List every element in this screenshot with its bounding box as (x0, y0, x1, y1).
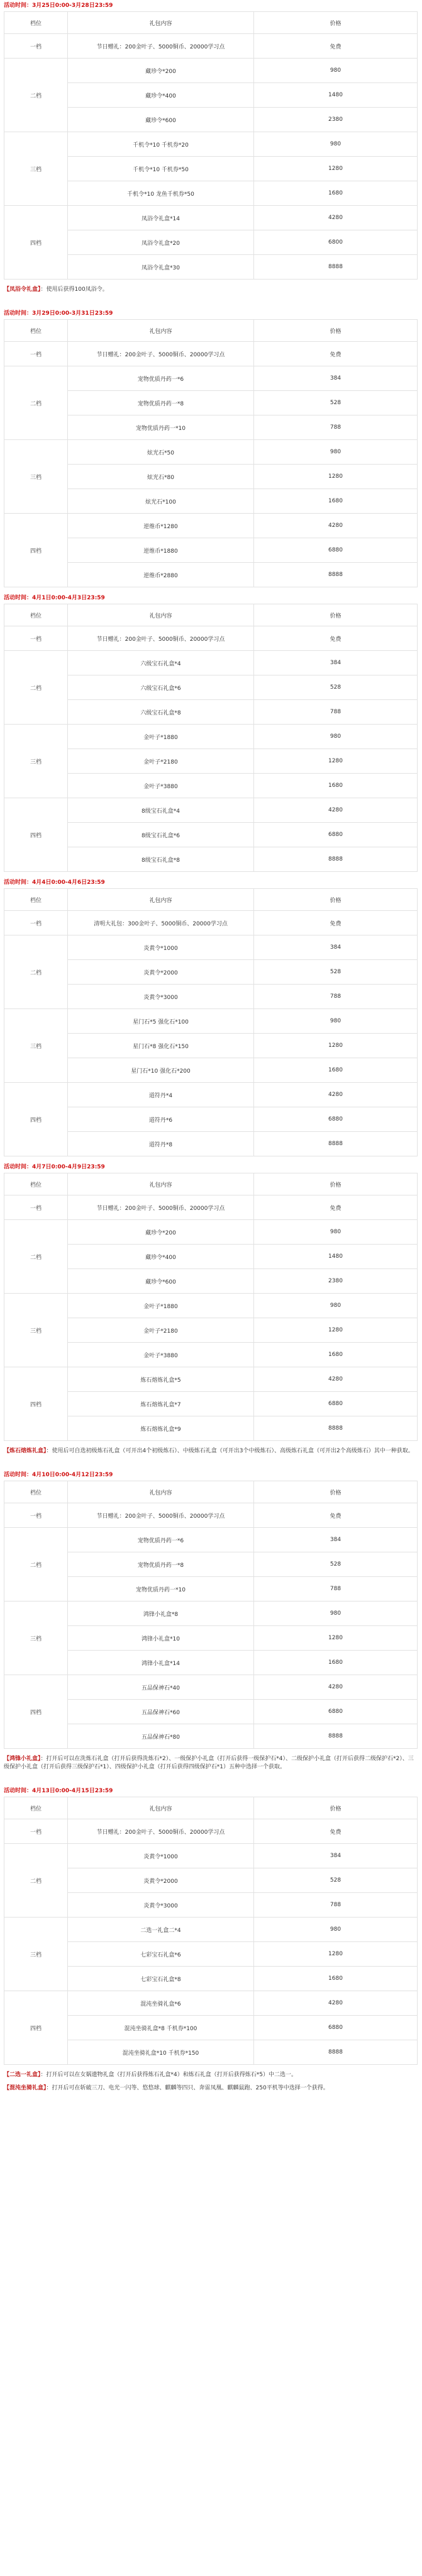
tier-header: 档位 (4, 604, 68, 626)
gift-content-cell: 星门石*5 强化石*100 (68, 1009, 254, 1034)
price-cell: 528 (254, 1868, 418, 1893)
gift-content-cell: 炼石熔炼礼盒*7 (68, 1392, 254, 1416)
price-cell: 1680 (254, 1651, 418, 1675)
header-row (4, 1797, 418, 1819)
event-time-title: 活动时间：4月7日0:00-4月9日23:59 (4, 1164, 105, 1170)
gift-content-cell: 节日赠礼：200金叶子、5000铜币、20000学习点 (68, 626, 254, 651)
gift-content-cell: 宠物优质丹药一*8 (68, 1552, 254, 1577)
tier-cell: 四档 (4, 1991, 68, 2065)
price-cell: 免费 (254, 911, 418, 935)
header-row (4, 604, 418, 626)
price-cell: 6880 (254, 1392, 418, 1416)
table-row (4, 342, 418, 366)
gift-content-cell: 七彩宝石礼盒*6 (68, 1942, 254, 1967)
event-section (3, 1469, 419, 1780)
tier-cell: 一档 (4, 342, 68, 366)
price-cell: 免费 (254, 34, 418, 59)
price-cell: 1680 (254, 181, 418, 206)
tier-cell: 四档 (4, 1675, 68, 1749)
price-cell: 1280 (254, 749, 418, 774)
table-head (4, 1481, 418, 1503)
gift-content-cell: 8级宝石礼盒*6 (68, 823, 254, 847)
price-cell: 1280 (254, 1942, 418, 1967)
note-paragraph (4, 1447, 418, 1455)
gift-content-cell: 金叶子*2180 (68, 749, 254, 774)
tier-header: 档位 (4, 12, 68, 34)
price-cell: 788 (254, 1577, 418, 1602)
table-row (4, 1675, 418, 1700)
price-cell: 4280 (254, 514, 418, 538)
table-row (4, 1503, 418, 1528)
gift-content-cell: 炫光石*100 (68, 489, 254, 514)
note-text: ：打开后可以在洗炼石礼盒（打开后获得洗炼石*2）、一级保护小礼盒（打开后获得一级保护石*4）、二级保护小礼盒（打开后获得二级保护石*2）、三级保护小礼盒（打开后获得三级保护石*1）、四级保护小礼盒（打开后获得四级保护石*1）五种中选择一个获取。 (4, 1756, 414, 1770)
gift-content-cell: 六级宝石礼盒*6 (68, 675, 254, 700)
price-cell: 4280 (254, 206, 418, 230)
gift-content-cell: 二选一礼盒二*4 (68, 1918, 254, 1942)
table-head (4, 320, 418, 342)
price-cell: 980 (254, 59, 418, 83)
gift-content-cell: 藏珍令*400 (68, 1245, 254, 1269)
header-row (4, 12, 418, 34)
gift-content-cell: 宠物优质丹药一*8 (68, 391, 254, 415)
price-header: 价格 (254, 1481, 418, 1503)
price-cell: 528 (254, 391, 418, 415)
table-body (4, 1195, 418, 1441)
price-cell: 8888 (254, 255, 418, 280)
gift-table (4, 888, 418, 1156)
price-cell: 8888 (254, 1724, 418, 1749)
gift-content-cell: 宠物优质丹药一*10 (68, 415, 254, 440)
table-head (4, 1797, 418, 1819)
tier-cell: 一档 (4, 626, 68, 651)
gift-content-cell: 节日赠礼：200金叶子、5000铜币、20000学习点 (68, 1503, 254, 1528)
gift-content-cell: 凤浴令礼盒*14 (68, 206, 254, 230)
gift-content-cell: 六级宝石礼盒*4 (68, 651, 254, 675)
price-cell: 980 (254, 1294, 418, 1318)
price-header: 价格 (254, 889, 418, 911)
gift-content-cell: 凤浴令礼盒*20 (68, 230, 254, 255)
table-row (4, 59, 418, 83)
table-head (4, 889, 418, 911)
tier-header: 档位 (4, 1173, 68, 1195)
content-header: 礼包内容 (68, 320, 254, 342)
gift-content-cell: 藏珍令*600 (68, 1269, 254, 1294)
gift-content-cell: 鸿锋小礼盒*14 (68, 1651, 254, 1675)
event-time-title: 活动时间：4月4日0:00-4月6日23:59 (4, 879, 105, 886)
tier-cell: 一档 (4, 1195, 68, 1220)
price-cell: 980 (254, 132, 418, 157)
gift-table (4, 604, 418, 872)
header-row (4, 889, 418, 911)
event-section (3, 0, 419, 303)
price-cell: 免费 (254, 626, 418, 651)
price-cell: 1280 (254, 1626, 418, 1651)
gift-content-cell: 星门石*8 强化石*150 (68, 1034, 254, 1058)
gift-content-cell: 炼石熔炼礼盒*9 (68, 1416, 254, 1441)
note-label: 【鸿锋小礼盒】 (4, 1756, 41, 1762)
tier-cell: 三档 (4, 725, 68, 798)
table-row (4, 1528, 418, 1552)
price-cell: 8888 (254, 847, 418, 872)
table-row (4, 1195, 418, 1220)
price-cell: 6800 (254, 230, 418, 255)
table-row (4, 1602, 418, 1626)
price-cell: 528 (254, 675, 418, 700)
tier-cell: 四档 (4, 514, 68, 587)
gift-content-cell: 逆维币*2880 (68, 563, 254, 587)
gift-content-cell: 藏珍令*600 (68, 108, 254, 132)
price-cell: 980 (254, 1918, 418, 1942)
content-header: 礼包内容 (68, 1797, 254, 1819)
price-cell: 8888 (254, 1416, 418, 1441)
table-row (4, 626, 418, 651)
event-section (3, 877, 419, 1156)
note-text: ：使用后获得100凤浴令。 (40, 286, 108, 293)
tier-cell: 三档 (4, 1009, 68, 1083)
table-row (4, 1819, 418, 1844)
price-header: 价格 (254, 1173, 418, 1195)
gift-content-cell: 节日赠礼：200金叶子、5000铜币、20000学习点 (68, 1195, 254, 1220)
price-cell: 6880 (254, 538, 418, 563)
tier-cell: 一档 (4, 1503, 68, 1528)
price-cell: 980 (254, 1602, 418, 1626)
gift-content-cell: 道符丹*6 (68, 1107, 254, 1132)
tier-header: 档位 (4, 1481, 68, 1503)
table-row (4, 1009, 418, 1034)
event-section (3, 592, 419, 872)
table-row (4, 206, 418, 230)
gift-content-cell: 节日赠礼：200金叶子、5000铜币、20000学习点 (68, 342, 254, 366)
price-cell: 1680 (254, 1343, 418, 1367)
content-header: 礼包内容 (68, 1481, 254, 1503)
price-cell: 6880 (254, 823, 418, 847)
price-cell: 1280 (254, 465, 418, 489)
price-cell: 788 (254, 415, 418, 440)
note-label: 【二选一礼盒】 (4, 2072, 41, 2078)
price-cell: 980 (254, 440, 418, 465)
gift-table (4, 11, 418, 280)
price-cell: 8888 (254, 2040, 418, 2065)
gift-content-cell: 金叶子*2180 (68, 1318, 254, 1343)
tier-header: 档位 (4, 889, 68, 911)
tier-header: 档位 (4, 320, 68, 342)
table-row (4, 1220, 418, 1245)
price-cell: 1480 (254, 83, 418, 108)
gift-content-cell: 七彩宝石礼盒*8 (68, 1967, 254, 1991)
tier-cell: 四档 (4, 1367, 68, 1441)
price-cell: 6880 (254, 1700, 418, 1724)
note-paragraph (4, 2071, 418, 2079)
price-cell: 4280 (254, 1367, 418, 1392)
gift-content-cell: 鸿锋小礼盒*8 (68, 1602, 254, 1626)
tier-cell: 二档 (4, 651, 68, 725)
gift-content-cell: 炫光石*80 (68, 465, 254, 489)
content-header: 礼包内容 (68, 889, 254, 911)
price-cell: 788 (254, 700, 418, 725)
note-text: ：打开后可在斩破三刀、电光一闪等、悠悠球、麒麟等四只、奔雷凤凰、麒麟鼠跑、250平机等中选择一个获得。 (46, 2085, 329, 2091)
note-paragraph (4, 286, 418, 294)
tier-cell: 二档 (4, 59, 68, 132)
event-time-title: 活动时间：4月1日0:00-4月3日23:59 (4, 595, 105, 601)
price-cell: 1480 (254, 1245, 418, 1269)
table-row (4, 1918, 418, 1942)
price-cell: 2380 (254, 1269, 418, 1294)
tier-cell: 一档 (4, 911, 68, 935)
header-row (4, 1173, 418, 1195)
notes-block (3, 1441, 419, 1464)
gift-content-cell: 千机令*10 龙鱼千机券*50 (68, 181, 254, 206)
gift-content-cell: 五品保神石*60 (68, 1700, 254, 1724)
table-row (4, 514, 418, 538)
note-text: ：打开后可以在女娲遗物礼盒（打开后获得炼石礼盒*4）和炼石礼盒（打开后获得炼石*5）中二选一。 (40, 2072, 297, 2078)
table-body (4, 1819, 418, 2065)
price-cell: 1280 (254, 157, 418, 181)
price-cell: 980 (254, 725, 418, 749)
price-cell: 384 (254, 651, 418, 675)
tier-cell: 三档 (4, 1294, 68, 1367)
table-row (4, 1083, 418, 1107)
gift-table (4, 1481, 418, 1749)
gift-content-cell: 千机令*10 千机券*20 (68, 132, 254, 157)
table-row (4, 1844, 418, 1868)
table-body (4, 34, 418, 280)
price-cell: 2380 (254, 108, 418, 132)
gift-content-cell: 混沌坐骑礼盒*6 (68, 1991, 254, 2016)
table-body (4, 342, 418, 587)
gift-content-cell: 金叶子*3880 (68, 774, 254, 798)
gift-content-cell: 炼石熔炼礼盒*5 (68, 1367, 254, 1392)
table-row (4, 911, 418, 935)
table-head (4, 12, 418, 34)
event-time-title: 活动时间：3月29日0:00-3月31日23:59 (4, 310, 113, 317)
price-header: 价格 (254, 604, 418, 626)
tier-cell: 二档 (4, 1528, 68, 1602)
gift-content-cell: 藏珍令*200 (68, 1220, 254, 1245)
gift-content-cell: 藏珍令*200 (68, 59, 254, 83)
price-cell: 免费 (254, 342, 418, 366)
tier-cell: 一档 (4, 34, 68, 59)
note-paragraph (4, 2084, 418, 2093)
table-body (4, 911, 418, 1156)
tier-cell: 三档 (4, 1918, 68, 1991)
gift-content-cell: 炎黄令*2000 (68, 1868, 254, 1893)
note-label: 【混沌坐骑礼盒】 (4, 2085, 47, 2091)
note-label: 【凤浴令礼盒】 (4, 286, 41, 293)
tier-header: 档位 (4, 1797, 68, 1819)
gift-content-cell: 金叶子*3880 (68, 1343, 254, 1367)
event-section (3, 1785, 419, 2101)
note-text: ：使用后可自选初级炼石礼盒（可开出4个初级炼石）、中级炼石礼盒（可开出3个中级炼石）、高级炼石礼盒（可开出2个高级炼石）其中一种获取。 (46, 1448, 414, 1454)
gift-content-cell: 金叶子*1880 (68, 1294, 254, 1318)
gift-content-cell: 逆维币*1280 (68, 514, 254, 538)
table-row (4, 1367, 418, 1392)
price-cell: 1680 (254, 774, 418, 798)
price-cell: 980 (254, 1009, 418, 1034)
price-cell: 免费 (254, 1819, 418, 1844)
table-head (4, 604, 418, 626)
gift-content-cell: 混沌坐骑礼盒*10 千机券*150 (68, 2040, 254, 2065)
gift-table (4, 319, 418, 587)
price-cell: 4280 (254, 1991, 418, 2016)
table-row (4, 132, 418, 157)
gift-content-cell: 宠物优质丹药一*10 (68, 1577, 254, 1602)
tier-cell: 四档 (4, 1083, 68, 1156)
gift-content-cell: 道符丹*8 (68, 1132, 254, 1156)
price-cell: 8888 (254, 563, 418, 587)
tier-cell: 四档 (4, 206, 68, 280)
gift-table (4, 1173, 418, 1441)
gift-content-cell: 炎黄令*1000 (68, 935, 254, 960)
tier-cell: 三档 (4, 1602, 68, 1675)
note-paragraph (4, 1755, 418, 1771)
tier-cell: 二档 (4, 935, 68, 1009)
notes-block (3, 280, 419, 303)
gift-content-cell: 8级宝石礼盒*8 (68, 847, 254, 872)
gift-content-cell: 道符丹*4 (68, 1083, 254, 1107)
event-time-title: 活动时间：4月10日0:00-4月12日23:59 (4, 1472, 113, 1478)
price-header: 价格 (254, 320, 418, 342)
tier-cell: 一档 (4, 1819, 68, 1844)
gift-content-cell: 炎黄令*1000 (68, 1844, 254, 1868)
gift-content-cell: 藏珍令*400 (68, 83, 254, 108)
price-cell: 1680 (254, 1967, 418, 1991)
price-cell: 528 (254, 1552, 418, 1577)
price-cell: 788 (254, 985, 418, 1009)
price-cell: 384 (254, 1528, 418, 1552)
gift-content-cell: 炎黄令*3000 (68, 1893, 254, 1918)
gift-table (4, 1797, 418, 2065)
tier-cell: 二档 (4, 1844, 68, 1918)
price-cell: 4280 (254, 798, 418, 823)
price-header: 价格 (254, 12, 418, 34)
gift-content-cell: 逆维币*1880 (68, 538, 254, 563)
price-cell: 384 (254, 1844, 418, 1868)
gift-content-cell: 五品保神石*80 (68, 1724, 254, 1749)
price-cell: 980 (254, 1220, 418, 1245)
table-row (4, 366, 418, 391)
gift-content-cell: 宠物优质丹药一*6 (68, 1528, 254, 1552)
gift-content-cell: 炎黄令*2000 (68, 960, 254, 985)
price-cell: 6880 (254, 2016, 418, 2040)
price-cell: 4280 (254, 1675, 418, 1700)
price-cell: 8888 (254, 1132, 418, 1156)
price-header: 价格 (254, 1797, 418, 1819)
gift-content-cell: 凤浴令礼盒*30 (68, 255, 254, 280)
notes-block (3, 1749, 419, 1780)
table-body (4, 626, 418, 872)
price-cell: 528 (254, 960, 418, 985)
tier-cell: 三档 (4, 132, 68, 206)
gift-content-cell: 8级宝石礼盒*4 (68, 798, 254, 823)
table-row (4, 34, 418, 59)
price-cell: 788 (254, 1893, 418, 1918)
table-row (4, 1991, 418, 2016)
table-row (4, 1294, 418, 1318)
gift-content-cell: 炫光石*50 (68, 440, 254, 465)
tier-cell: 三档 (4, 440, 68, 514)
gift-content-cell: 混沌坐骑礼盒*8 千机券*100 (68, 2016, 254, 2040)
gift-content-cell: 鸿锋小礼盒*10 (68, 1626, 254, 1651)
gift-content-cell: 节日赠礼：200金叶子、5000铜币、20000学习点 (68, 1819, 254, 1844)
table-body (4, 1503, 418, 1749)
content-header: 礼包内容 (68, 12, 254, 34)
price-cell: 1280 (254, 1034, 418, 1058)
gift-content-cell: 千机令*10 千机券*50 (68, 157, 254, 181)
header-row (4, 320, 418, 342)
price-cell: 1680 (254, 1058, 418, 1083)
price-cell: 1280 (254, 1318, 418, 1343)
tier-cell: 二档 (4, 366, 68, 440)
price-cell: 384 (254, 935, 418, 960)
content-header: 礼包内容 (68, 1173, 254, 1195)
table-row (4, 935, 418, 960)
tier-cell: 二档 (4, 1220, 68, 1294)
note-label: 【炼石熔炼礼盒】 (4, 1448, 47, 1454)
gift-content-cell: 六级宝石礼盒*8 (68, 700, 254, 725)
price-cell: 1680 (254, 489, 418, 514)
price-cell: 免费 (254, 1195, 418, 1220)
gift-content-cell: 金叶子*1880 (68, 725, 254, 749)
gift-content-cell: 五品保神石*40 (68, 1675, 254, 1700)
event-time-title: 活动时间：3月25日0:00-3月28日23:59 (4, 3, 113, 9)
price-cell: 6880 (254, 1107, 418, 1132)
table-row (4, 651, 418, 675)
gift-content-cell: 宠物优质丹药一*6 (68, 366, 254, 391)
gift-content-cell: 节日赠礼：200金叶子、5000铜币、20000学习点 (68, 34, 254, 59)
table-row (4, 440, 418, 465)
event-section (3, 308, 419, 587)
header-row (4, 1481, 418, 1503)
table-head (4, 1173, 418, 1195)
content-header: 礼包内容 (68, 604, 254, 626)
table-row (4, 725, 418, 749)
table-row (4, 798, 418, 823)
event-section (3, 1161, 419, 1464)
gift-content-cell: 星门石*10 强化石*200 (68, 1058, 254, 1083)
price-cell: 384 (254, 366, 418, 391)
gift-content-cell: 清明大礼包：300金叶子、5000铜币、20000学习点 (68, 911, 254, 935)
notes-block (3, 2065, 419, 2101)
price-cell: 4280 (254, 1083, 418, 1107)
gift-content-cell: 炎黄令*3000 (68, 985, 254, 1009)
price-cell: 免费 (254, 1503, 418, 1528)
tier-cell: 四档 (4, 798, 68, 872)
event-time-title: 活动时间：4月13日0:00-4月15日23:59 (4, 1788, 113, 1794)
